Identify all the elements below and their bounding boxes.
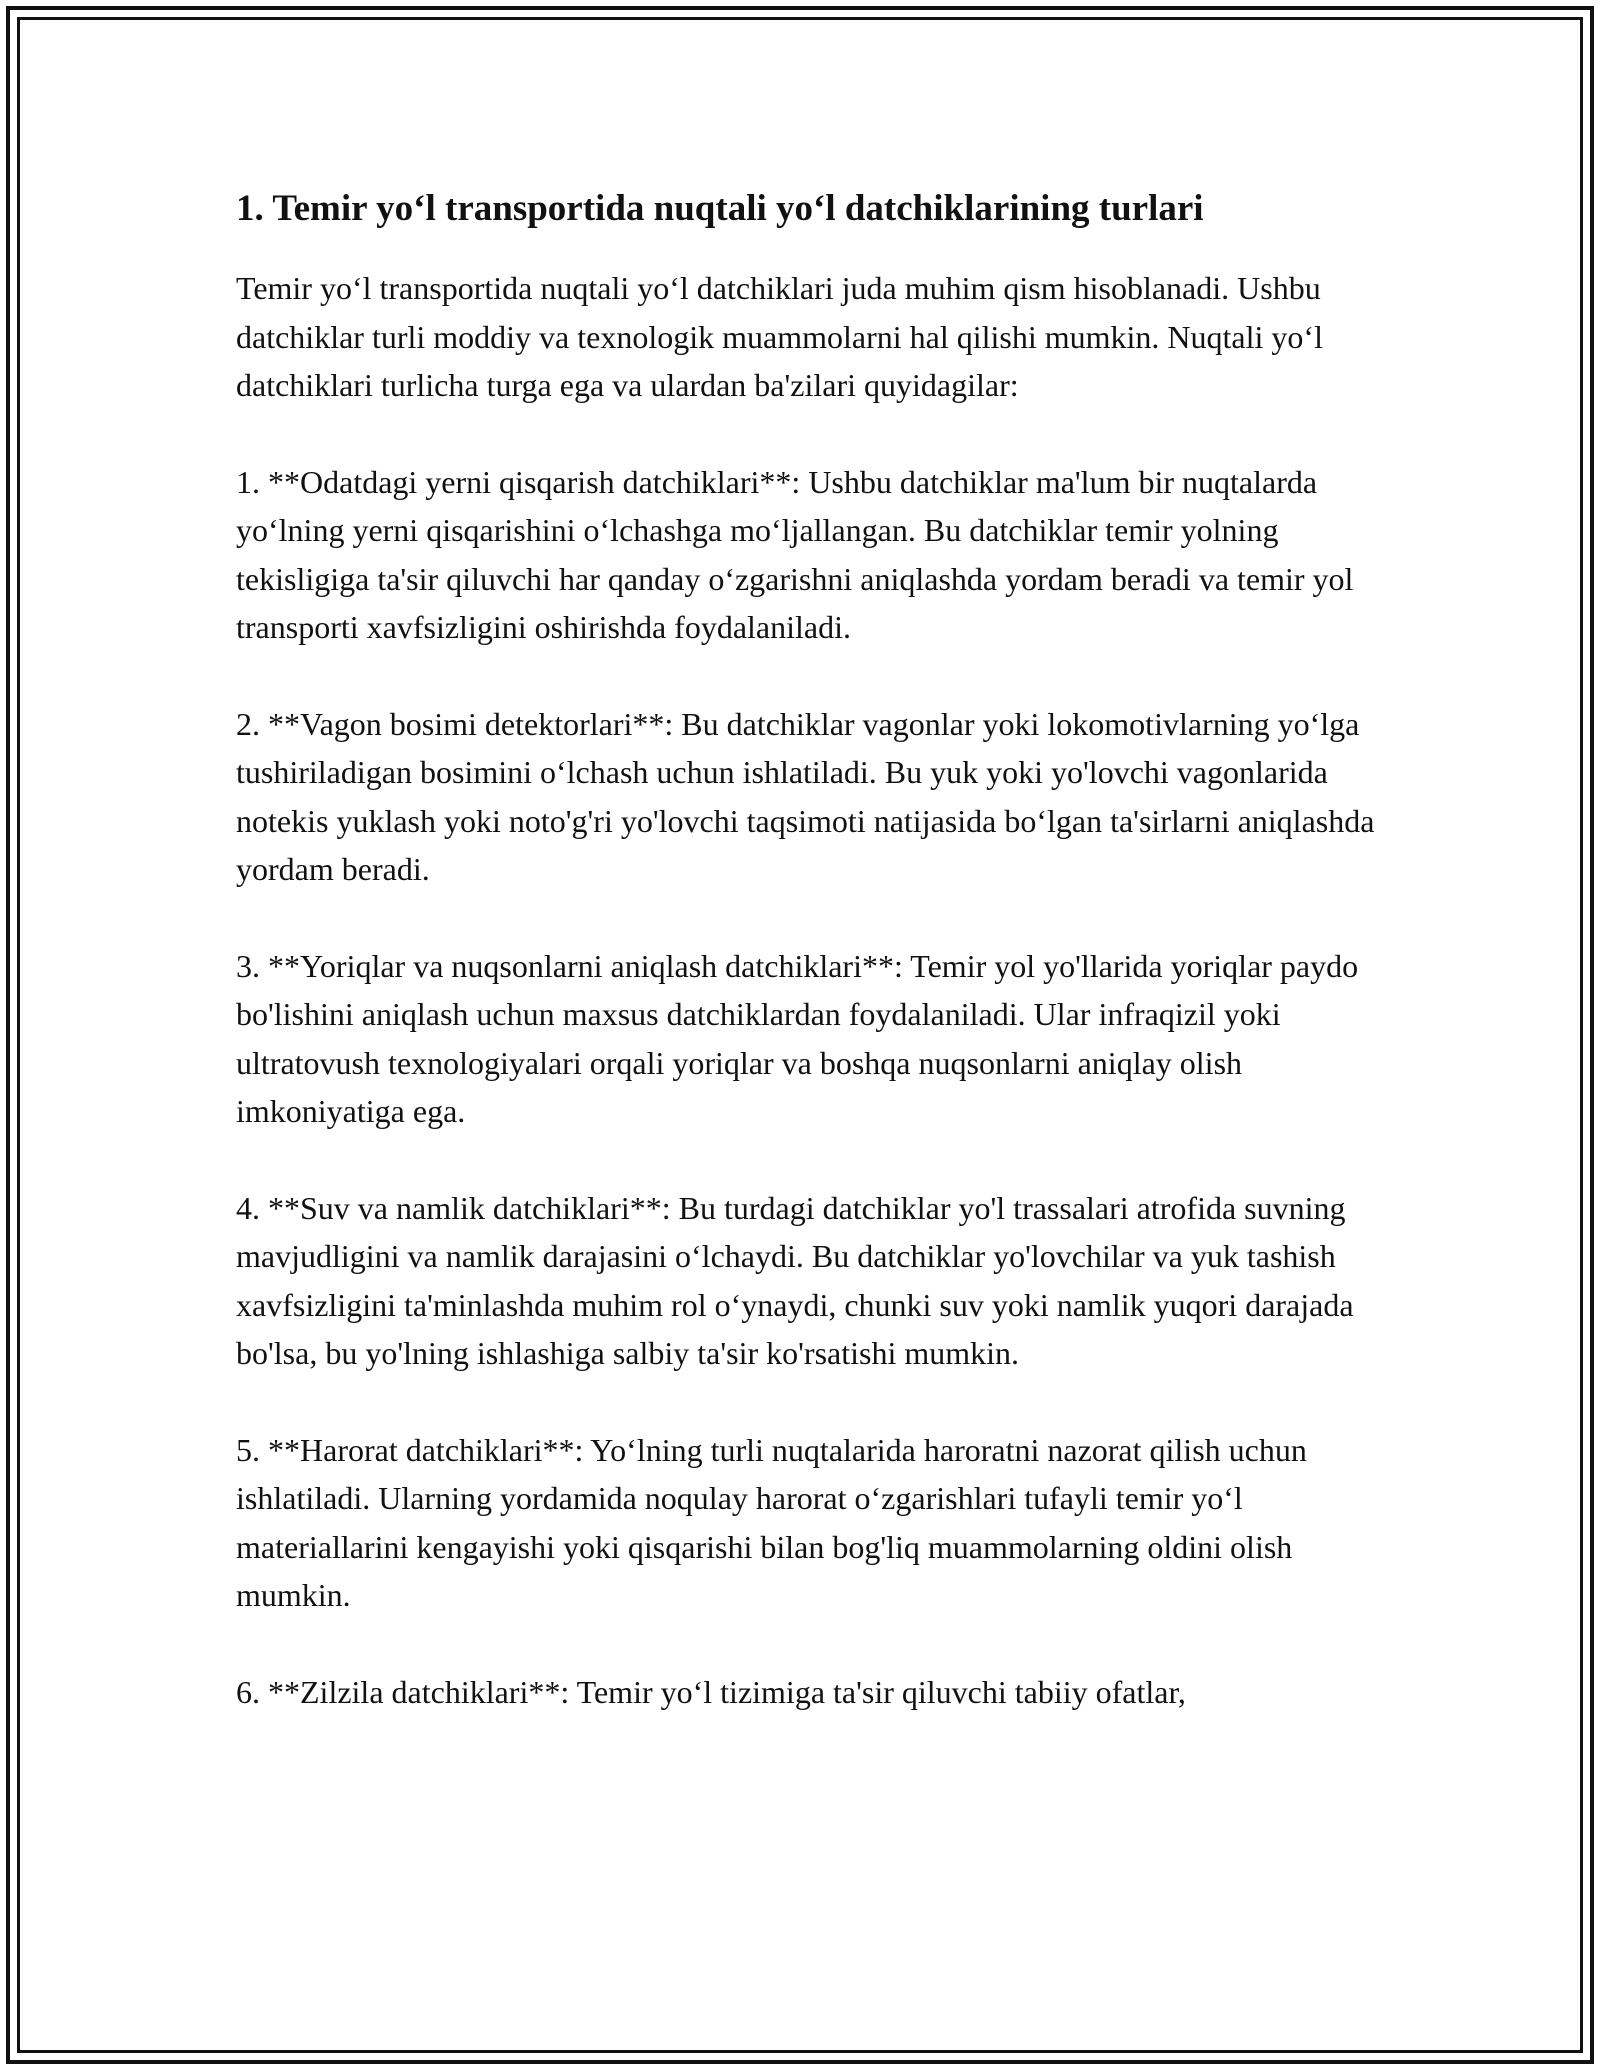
list-item-2: 2. **Vagon bosimi detektorlari**: Bu datchiklar vagonlar yoki lokomotivlarning yo‘lga tushiriladigan bosimini o‘lchash uchun ishlatiladi. Bu yuk yoki yo'lovchi vagonlarida notekis yuklash yoki noto'g'ri yo'lovchi taqsimoti natijasida bo‘lgan ta'sirlarni aniqlashda yordam beradi. [236,705,1375,887]
list-item-5: 5. **Harorat datchiklari**: Yo‘lning turli nuqtalarida haroratni nazorat qilish uchun ishlatiladi. Ularning yordamida noqulay harorat o‘zgarishlari tufayli temir yo‘l materiallarini kengayishi yoki qisqarishi bilan bog'liq muammolarning oldini olish mumkin. [236,1431,1307,1613]
list-item-4: 4. **Suv va namlik datchiklari**: Bu turdagi datchiklar yo'l trassalari atrofida suvning mavjudligini va namlik darajasini o‘lchaydi. Bu datchiklar yo'lovchilar va yuk tashish xavfsizligini ta'minlashda muhim rol o‘ynaydi, chunki suv yoki namlik yuqori darajada bo'lsa, bu yo'lning ishlashiga salbiy ta'sir ko'rsatishi mumkin. [236,1189,1354,1371]
list-item-6: 6. **Zilzila datchiklari**: Temir yo‘l tizimiga ta'sir qiluvchi tabiiy ofatlar, [236,1673,1186,1710]
intro-paragraph: Temir yo‘l transportida nuqtali yo‘l datchiklari juda muhim qism hisoblanadi. Ushbu datchiklar turli moddiy va texnologik muammolarni hal qilishi mumkin. Nuqtali yo‘l datchiklari turlicha turga ega va ulardan ba'zilari quyidagilar: [236,270,1323,403]
document-title: 1. Temir yo‘l transportida nuqtali yo‘l datchiklarining turlari [236,188,1204,229]
document-body [236,186,1386,1716]
list-item-3: 3. **Yoriqlar va nuqsonlarni aniqlash datchiklari**: Temir yol yo'llarida yoriqlar paydo bo'lishini aniqlash uchun maxsus datchiklardan foydalaniladi. Ular infraqizil yoki ultratovush texnologiyalari orqali yoriqlar va boshqa nuqsonlarni aniqlay olish imkoniyatiga ega. [236,947,1359,1129]
list-item-1: 1. **Odatdagi yerni qisqarish datchiklari**: Ushbu datchiklar ma'lum bir nuqtalarda yo‘lning yerni qisqarishini o‘lchashga mo‘ljallangan. Bu datchiklar temir yolning tekisligiga ta'sir qiluvchi har qanday o‘zgarishni aniqlashda yordam beradi va temir yol transporti xavfsizligini oshirishda foydalaniladi. [236,463,1354,645]
